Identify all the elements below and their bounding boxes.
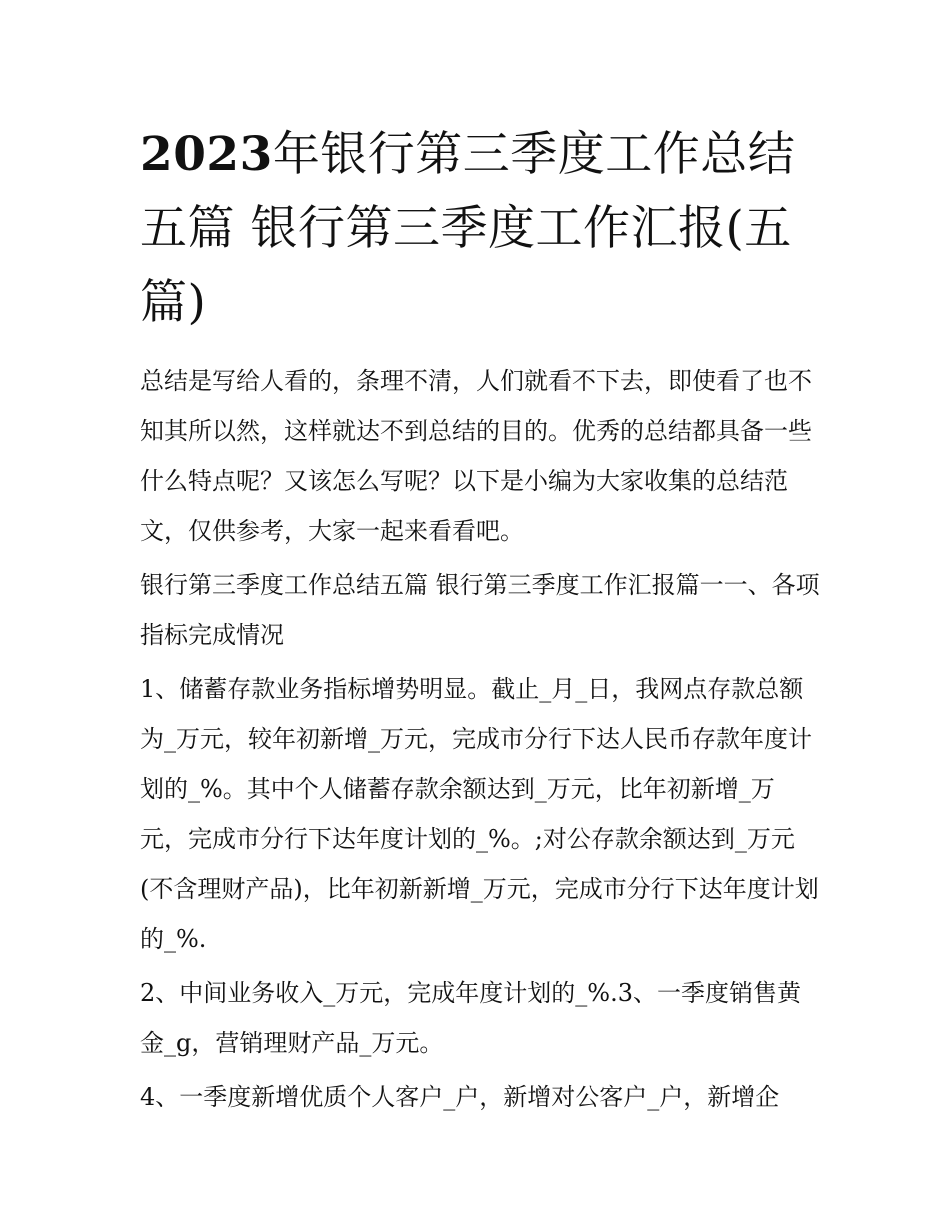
document-title (140, 118, 820, 340)
item-2-paragraph: 2、中间业务收入_万元，完成年度计划的_%.3、一季度销售黄金_g，营销理财产品_万元。 (140, 979, 801, 1057)
item-1-paragraph: 1、储蓄存款业务指标增势明显。截止_月_日，我网点存款总额为_万元，较年初新增_万元，完成市分行下达人民币存款年度计划的_%。其中个人储蓄存款余额达到_万元，比年初新增_万元，完成市分行下达年度计划的_%。;对公存款余额达到_万元(不含理财产品)，比年初新新增_万元，完成市分行下达年度计划的_%. (140, 675, 819, 953)
title-year: 2023 (140, 127, 273, 182)
document-page (140, 118, 820, 1122)
intro-paragraph: 总结是写给人看的，条理不清，人们就看不下去，即使看了也不知其所以然，这样就达不到总结的目的。优秀的总结都具备一些什么特点呢？又该怎么写呢？以下是小编为大家收集的总结范文，仅供参考，大家一起来看看吧。 (140, 367, 812, 545)
section-heading: 银行第三季度工作总结五篇 银行第三季度工作汇报篇一一、各项指标完成情况 (140, 571, 820, 649)
item-4-paragraph: 4、一季度新增优质个人客户_户，新增对公客户_户，新增企 (140, 1083, 780, 1111)
title-text: 年银行第三季度工作总结五篇 银行第三季度工作汇报(五篇) (140, 127, 796, 330)
